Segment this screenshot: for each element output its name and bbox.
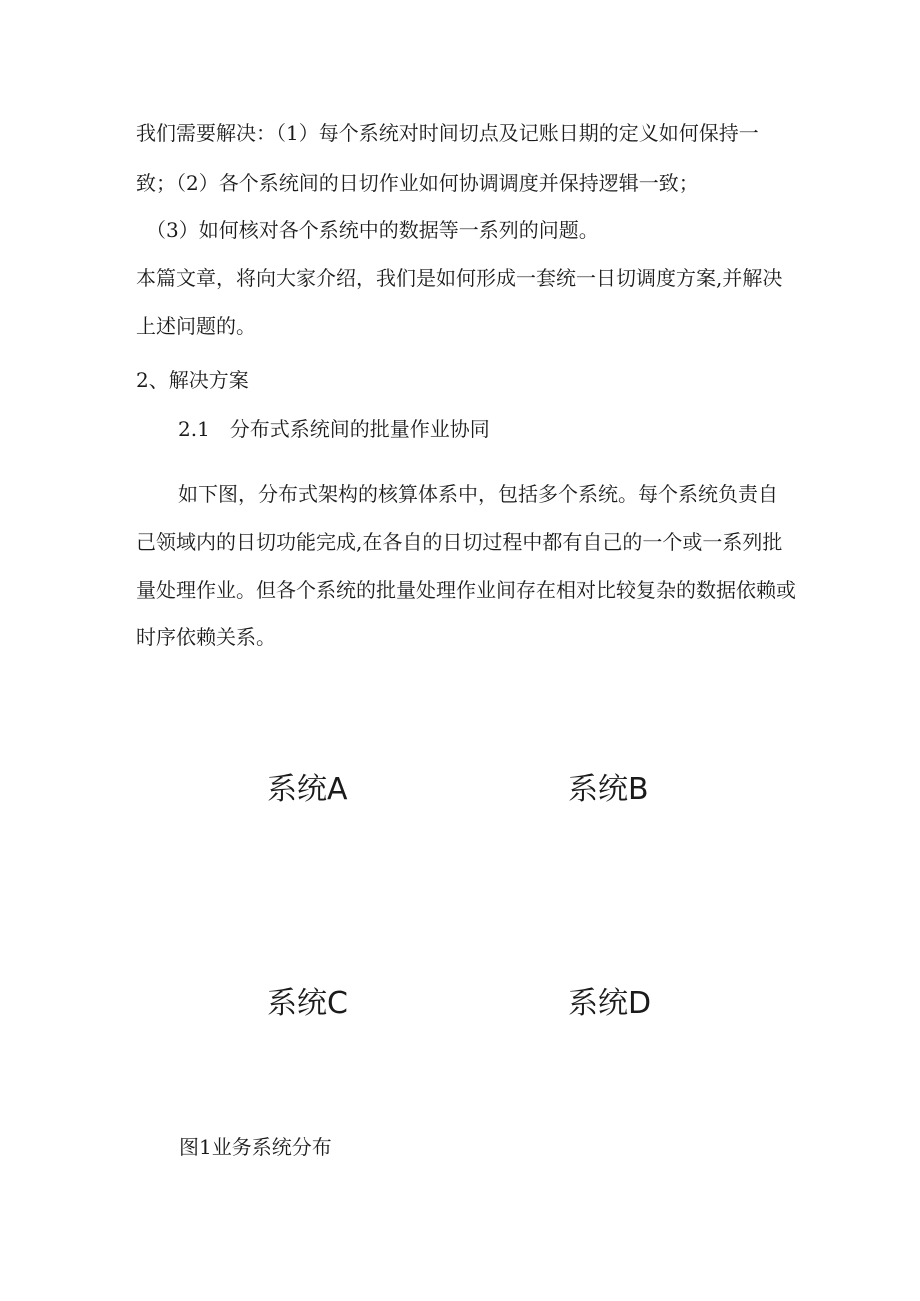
system-c-label: 系统C bbox=[267, 986, 348, 1021]
intro-line-3: （3）如何核对各个系统中的数据等一系列的问题。 bbox=[146, 218, 599, 242]
intro-line-1: 我们需要解决：（1）每个系统对时间切点及记账日期的定义如何保持一 bbox=[136, 121, 759, 145]
system-d-label: 系统D bbox=[568, 986, 652, 1021]
body-line-3: 量处理作业。但各个系统的批量处理作业间存在相对比较复杂的数据依赖或 bbox=[136, 578, 796, 602]
subsection-heading: 2.1 分布式系统间的批量作业协同 bbox=[178, 417, 490, 441]
article-line-1: 本篇文章，将向大家介绍，我们是如何形成一套统一日切调度方案,并解决 bbox=[136, 266, 783, 290]
intro-line-2: 致；（2）各个系统间的日切作业如何协调调度并保持逻辑一致； bbox=[136, 171, 699, 195]
system-b-label: 系统B bbox=[568, 772, 649, 807]
section-heading: 2、解决方案 bbox=[136, 368, 249, 392]
body-line-2: 己领域内的日切功能完成,在各自的日切过程中都有自己的一个或一系列批 bbox=[136, 530, 783, 554]
system-a-label: 系统A bbox=[267, 772, 348, 807]
body-line-4: 时序依赖关系。 bbox=[136, 625, 276, 649]
body-line-1: 如下图，分布式架构的核算体系中，包括多个系统。每个系统负责自 bbox=[178, 482, 778, 506]
figure-caption: 图1业务系统分布 bbox=[179, 1135, 332, 1159]
article-line-2: 上述问题的。 bbox=[136, 314, 256, 338]
